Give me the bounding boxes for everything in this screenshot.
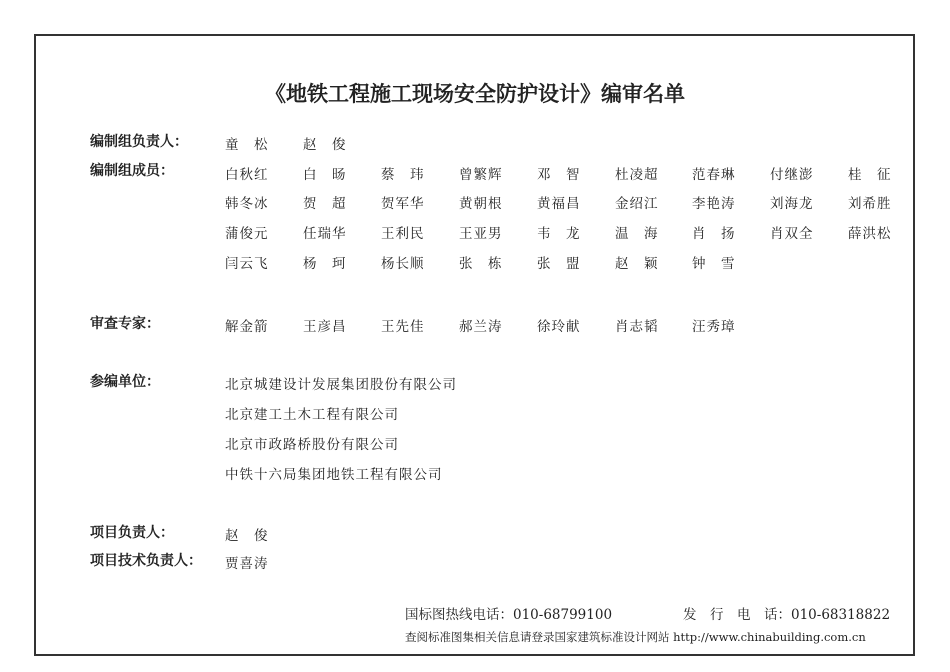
issue-phone-text: 发 行 电 话：010-68318822	[683, 607, 891, 623]
person-name: 薛洪松	[848, 226, 892, 242]
website-note: 查阅标准图集相关信息请登录国家建筑标准设计网站 http://www.chinabuilding.com.cn	[405, 630, 866, 644]
person-name: 王利民	[381, 226, 425, 242]
person-name: 肖 扬	[692, 226, 736, 242]
person-name: 闫云飞	[225, 256, 269, 272]
person-name: 白 旸	[303, 167, 347, 183]
person-name: 蔡 玮	[381, 167, 425, 183]
person-name: 肖志韬	[615, 319, 659, 335]
person-name: 邓 智	[537, 167, 581, 183]
person-name: 钟 雪	[692, 256, 736, 272]
person-name: 张 盟	[537, 256, 581, 272]
project-tech-leader-label: 项目技术负责人：	[90, 553, 202, 569]
project-leader-name: 赵 俊	[225, 528, 269, 544]
unit-name: 中铁十六局集团地铁工程有限公司	[225, 467, 443, 483]
person-name: 李艳涛	[692, 196, 736, 212]
person-name: 杨 珂	[303, 256, 347, 272]
person-name: 贺军华	[381, 196, 425, 212]
person-name: 王彦昌	[303, 319, 347, 335]
person-name: 贺 超	[303, 196, 347, 212]
hotline-text: 国标图热线电话：010-68799100	[405, 607, 613, 623]
person-name: 金绍江	[615, 196, 659, 212]
page-title: 《地铁工程施工现场安全防护设计》编审名单	[265, 82, 685, 106]
person-name: 赵 俊	[303, 137, 347, 153]
person-name: 韦 龙	[537, 226, 581, 242]
participating-units-label: 参编单位：	[90, 374, 160, 390]
person-name: 温 海	[615, 226, 659, 242]
person-name: 赵 颖	[615, 256, 659, 272]
person-name: 郝兰涛	[459, 319, 503, 335]
person-name: 黄朝根	[459, 196, 503, 212]
person-name: 徐玲献	[537, 319, 581, 335]
person-name: 张 栋	[459, 256, 503, 272]
unit-name: 北京城建设计发展集团股份有限公司	[225, 377, 457, 393]
person-name: 刘希胜	[848, 196, 892, 212]
person-name: 解金箭	[225, 319, 269, 335]
person-name: 韩冬冰	[225, 196, 269, 212]
person-name: 刘海龙	[770, 196, 814, 212]
unit-name: 北京市政路桥股份有限公司	[225, 437, 399, 453]
person-name: 汪秀璋	[692, 319, 736, 335]
review-experts-label: 审查专家：	[90, 316, 160, 332]
compile-members-label: 编制组成员：	[90, 163, 174, 179]
person-name: 杨长顺	[381, 256, 425, 272]
person-name: 肖双全	[770, 226, 814, 242]
unit-name: 北京建工土木工程有限公司	[225, 407, 399, 423]
project-tech-leader-name: 贾喜涛	[225, 556, 269, 572]
person-name: 付继澎	[770, 167, 814, 183]
person-name: 童 松	[225, 137, 269, 153]
project-leader-label: 项目负责人：	[90, 525, 174, 541]
person-name: 杜凌超	[615, 167, 659, 183]
person-name: 王亚男	[459, 226, 503, 242]
compile-leader-label: 编制组负责人：	[90, 134, 188, 150]
person-name: 白秋红	[225, 167, 269, 183]
person-name: 黄福昌	[537, 196, 581, 212]
person-name: 曾繁辉	[459, 167, 503, 183]
person-name: 范春琳	[692, 167, 736, 183]
person-name: 任瑞华	[303, 226, 347, 242]
person-name: 王先佳	[381, 319, 425, 335]
person-name: 蒲俊元	[225, 226, 269, 242]
person-name: 桂 征	[848, 167, 892, 183]
